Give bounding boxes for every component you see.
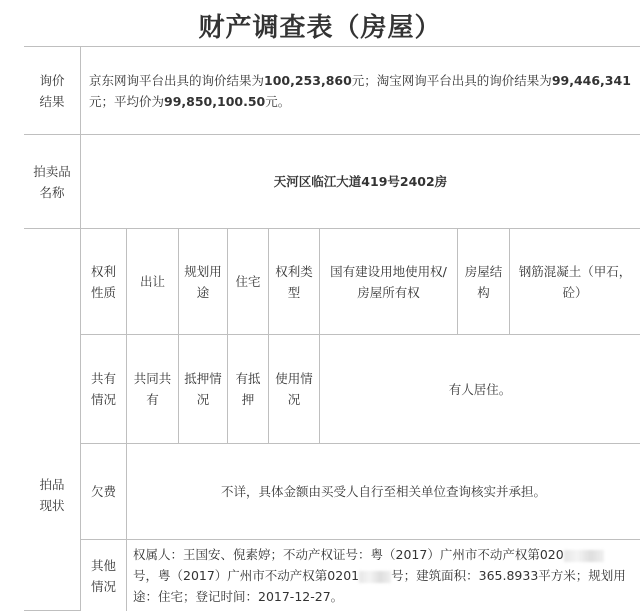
arrears-value-cell [126, 443, 640, 540]
co-owned-label-cell [80, 334, 127, 444]
other-text [133, 544, 628, 607]
arrears-value: 不详，具体金额由买受人自行至相关单位查询核实并承担。 [220, 484, 546, 499]
redacted-blur [359, 571, 391, 583]
rights-type-label-cell [268, 228, 320, 335]
inquiry-text-mid: 元；淘宝网询平台出具的询价结果为 [351, 72, 552, 88]
other-text-part2: 号，粤（2017）广州市不动产权第0201 [133, 568, 360, 583]
rights-nature-value-cell [126, 228, 179, 335]
planned-use-value: 住宅 [235, 274, 261, 289]
inquiry-text-end: 元。 [265, 93, 291, 109]
status-label: 拍品现状 [39, 476, 65, 513]
item-name-value: 天河区临江大道419号2402房 [273, 174, 448, 189]
status-label-cell [24, 228, 81, 611]
arrears-label: 欠费 [90, 484, 116, 499]
arrears-label-cell [80, 443, 127, 540]
average-price: 99,850,100.50 [164, 93, 266, 109]
planned-use-value-cell [227, 228, 269, 335]
rights-nature-label-cell [80, 228, 127, 335]
structure-value-cell [509, 228, 640, 335]
mortgage-label-cell [178, 334, 228, 444]
rights-type-label: 权利类型 [275, 263, 313, 300]
structure-value: 钢筋混凝土（甲石，砼） [518, 263, 632, 300]
planned-use-label-cell [178, 228, 228, 335]
inquiry-label: 询价结果 [39, 72, 65, 109]
mortgage-value: 有抵押 [235, 371, 261, 407]
mortgage-value-cell [227, 334, 269, 444]
rights-nature-label: 权利性质 [90, 263, 116, 300]
structure-label-cell [457, 228, 510, 335]
inquiry-text [89, 70, 634, 112]
usage-value: 有人居住。 [448, 381, 512, 397]
rights-type-value-cell [319, 228, 458, 335]
page-title: 财产调查表（房屋） [198, 13, 442, 43]
item-name-value-cell [80, 134, 640, 229]
item-name-label: 拍卖品名称 [33, 163, 71, 200]
jd-price: 100,253,860 [264, 72, 352, 88]
redacted-blur [564, 550, 604, 562]
rights-type-value: 国有建设用地使用权/房屋所有权 [330, 263, 447, 300]
inquiry-text-suffix: 元；平均价为 [89, 93, 165, 109]
other-text-part1: 权属人：王国安、倪素婷；不动产权证号：粤（2017）广州市不动产权第020 [133, 547, 564, 562]
co-owned-value: 共同共有 [133, 371, 172, 407]
rights-nature-value: 出让 [139, 274, 165, 289]
mortgage-label: 抵押情况 [184, 371, 222, 407]
taobao-price: 99,446,341 [551, 72, 631, 88]
usage-value-cell [319, 334, 640, 444]
co-owned-value-cell [126, 334, 179, 444]
inquiry-text-prefix: 京东网询平台出具的询价结果为 [89, 72, 265, 88]
other-label-cell [80, 539, 127, 611]
inquiry-label-cell [24, 46, 81, 135]
co-owned-label: 共有情况 [90, 371, 116, 407]
other-label: 其他情况 [90, 557, 116, 594]
structure-label: 房屋结构 [464, 263, 503, 300]
planned-use-label: 规划用途 [184, 263, 222, 300]
other-text-part3: 号；建筑面积：365.8933平方米；规划用途：住宅；登记时间：2017-12-27。 [133, 568, 626, 604]
usage-label-cell [268, 334, 320, 444]
usage-label: 使用情况 [275, 371, 313, 407]
other-value-cell [126, 539, 640, 611]
inquiry-value-cell [80, 46, 640, 135]
item-name-label-cell [24, 134, 81, 229]
